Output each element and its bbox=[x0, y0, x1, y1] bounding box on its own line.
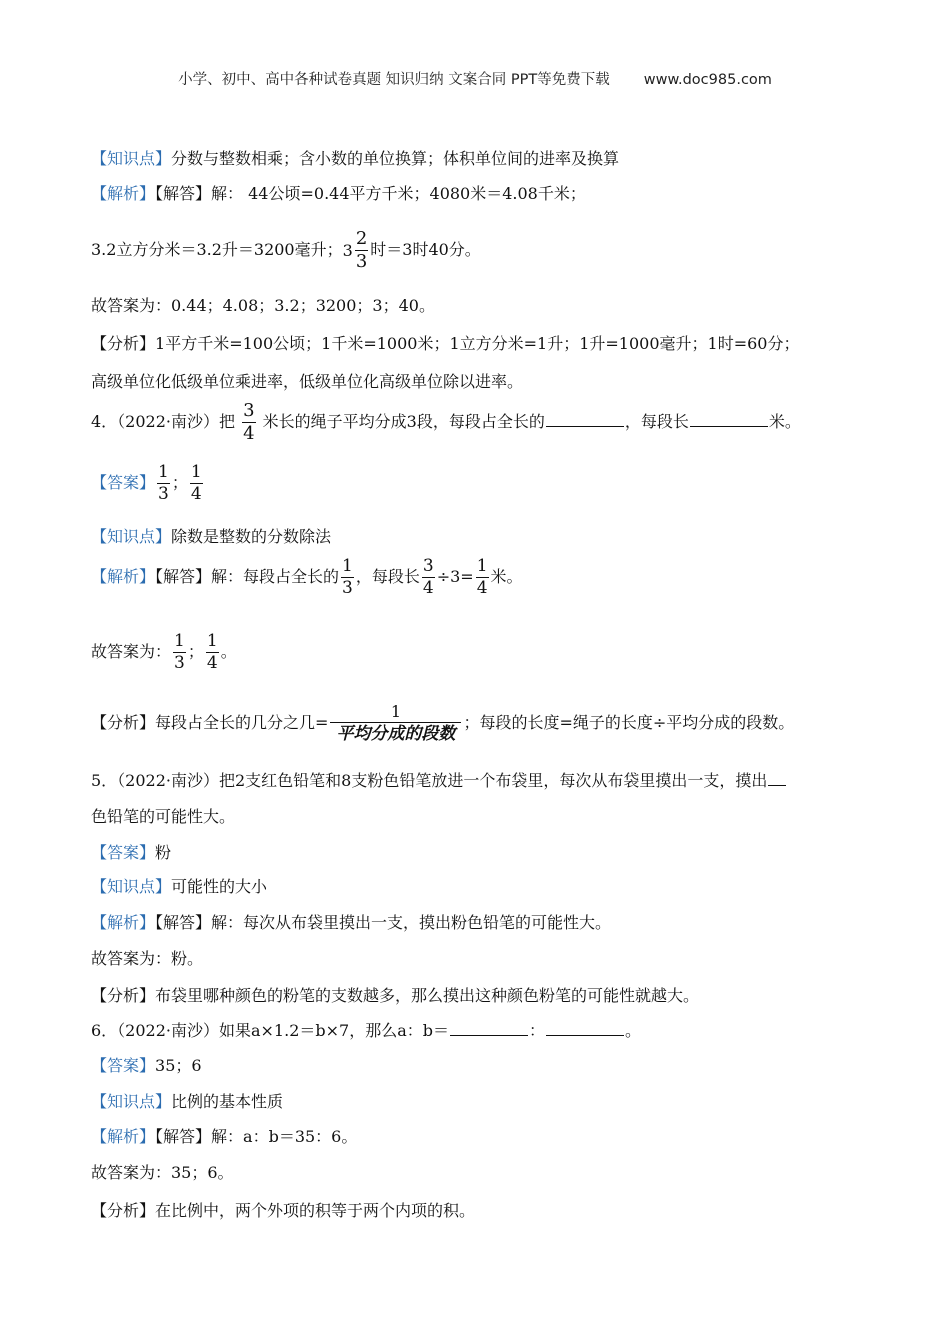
q3-knowledge: 【知识点】分数与整数相乘；含小数的单位换算；体积单位间的进率及换算 bbox=[91, 149, 620, 168]
q6-explain: 【分析】在比例中，两个外项的积等于两个内项的积。 bbox=[91, 1201, 476, 1220]
q6-knowledge: 【知识点】比例的基本性质 bbox=[91, 1092, 284, 1111]
explain-tag: 【分析】 bbox=[91, 334, 156, 353]
q4-solution: 【解析】【解答】解：每段占全长的 $\frac{1}{3}$ ，每段长 $\frac{3}{4}$ ÷3= $\frac{1}{4}$ 米。 bbox=[91, 556, 523, 598]
q4-final: 故答案为： $\frac{1}{3}$ ； $\frac{1}{4}$ 。 bbox=[91, 631, 237, 673]
knowledge-tag: 【知识点】 bbox=[91, 149, 172, 168]
answer-blank[interactable] bbox=[768, 771, 786, 786]
fraction: $\frac{1}{4}$ bbox=[206, 631, 218, 673]
q6-final: 故答案为：35；6。 bbox=[91, 1163, 234, 1182]
q5-answer: 【答案】粉 bbox=[91, 843, 172, 862]
q6-answer: 【答案】35；6 bbox=[91, 1056, 202, 1075]
q3-explain-line2: 高级单位化低级单位乘进率，低级单位化高级单位除以进率。 bbox=[91, 372, 524, 391]
header-text: 小学、初中、高中各种试卷真题 知识归纳 文案合同 PPT等免费下载 bbox=[178, 72, 610, 88]
fraction: $\frac{1}{3}$ bbox=[174, 631, 185, 673]
q5-explain: 【分析】布袋里哪种颜色的粉笔的支数越多，那么摸出这种颜色粉笔的可能性就越大。 bbox=[91, 986, 700, 1005]
header-site: www.doc985.com bbox=[643, 72, 772, 88]
fraction: $\frac{1}{3}$ bbox=[342, 556, 353, 598]
fraction: $\frac{3}{4}$ bbox=[422, 556, 434, 598]
knowledge-tag: 【知识点】 bbox=[91, 527, 172, 546]
answer-blank[interactable] bbox=[450, 1021, 528, 1036]
q5-stem-line2: 色铅笔的可能性大。 bbox=[91, 807, 236, 826]
analysis-tag: 【解析】 bbox=[91, 1127, 156, 1146]
answer-tag: 【答案】 bbox=[91, 1056, 156, 1075]
answer-blank[interactable] bbox=[546, 1021, 624, 1036]
fraction: $\frac{1}{\text{平均分成的段数}}$ bbox=[330, 704, 461, 743]
mixed-number: 3 $\frac{2}{3}$ bbox=[342, 228, 368, 272]
answer-blank[interactable] bbox=[546, 412, 624, 427]
q3-explain: 【分析】1平方千米=100公顷；1千米=1000米；1立方分米=1升；1升=1000毫升；1时=60分； bbox=[91, 334, 800, 353]
analysis-tag: 【解析】 bbox=[91, 567, 156, 586]
explain-tag: 【分析】 bbox=[91, 986, 156, 1005]
solution-tag: 【解答】 bbox=[155, 184, 212, 203]
fraction: $\frac{1}{4}$ bbox=[476, 556, 488, 598]
analysis-tag: 【解析】 bbox=[91, 184, 156, 203]
explain-tag: 【分析】 bbox=[91, 713, 156, 732]
solution-tag: 【解答】 bbox=[155, 567, 212, 586]
q4-knowledge: 【知识点】除数是整数的分数除法 bbox=[91, 527, 332, 546]
q4-explain: 【分析】每段占全长的几分之几= $\frac{1}{\text{平均分成的段数}}$ ；每段的长度=绳子的长度÷平均分成的段数。 bbox=[91, 702, 795, 744]
answer-tag: 【答案】 bbox=[91, 473, 156, 492]
q3-solution-line1: 【解析】【解答】解： 44公顷=0.44平方千米；4080米＝4.08千米； bbox=[91, 184, 586, 203]
knowledge-tag: 【知识点】 bbox=[91, 1092, 172, 1111]
answer-blank[interactable] bbox=[690, 412, 768, 427]
knowledge-tag: 【知识点】 bbox=[91, 877, 172, 896]
page-header bbox=[0, 68, 950, 89]
solution-tag: 【解答】 bbox=[155, 1127, 212, 1146]
q5-solution: 【解析】【解答】解：每次从布袋里摸出一支，摸出粉色铅笔的可能性大。 bbox=[91, 913, 612, 932]
q4-answer: 【答案】 $\frac{1}{3}$ ； $\frac{1}{4}$ bbox=[91, 462, 202, 504]
q5-final: 故答案为：粉。 bbox=[91, 949, 204, 968]
fraction: $\frac{1}{4}$ bbox=[190, 462, 202, 504]
fraction: $\frac{2}{3}$ bbox=[355, 228, 368, 272]
solution-tag: 【解答】 bbox=[155, 913, 212, 932]
answer-tag: 【答案】 bbox=[91, 843, 156, 862]
fraction: $\frac{3}{4}$ bbox=[243, 400, 255, 444]
q4-stem: 4．（2022·南沙）把 $\frac{3}{4}$ 米长的绳子平均分成3段，每段占全长的 ，每段长 米。 bbox=[91, 400, 801, 444]
q6-stem: 6．（2022·南沙）如果a×1.2＝b×7，那么a：b＝ ： 。 bbox=[91, 1021, 642, 1040]
q5-knowledge: 【知识点】可能性的大小 bbox=[91, 877, 268, 896]
analysis-tag: 【解析】 bbox=[91, 913, 156, 932]
q3-solution-line2: 3.2立方分米＝3.2升＝3200毫升； 3 $\frac{2}{3}$ 时＝3时40分。 bbox=[91, 228, 481, 272]
fraction: $\frac{1}{3}$ bbox=[158, 462, 169, 504]
q6-solution: 【解析】【解答】解：a：b＝35：6。 bbox=[91, 1127, 358, 1146]
q5-stem-line1: 5．（2022·南沙）把2支红色铅笔和8支粉色铅笔放进一个布袋里，每次从布袋里摸出一支，摸出 bbox=[91, 768, 787, 791]
explain-tag: 【分析】 bbox=[91, 1201, 156, 1220]
q3-final: 故答案为：0.44；4.08；3.2；3200；3；40。 bbox=[91, 296, 435, 315]
